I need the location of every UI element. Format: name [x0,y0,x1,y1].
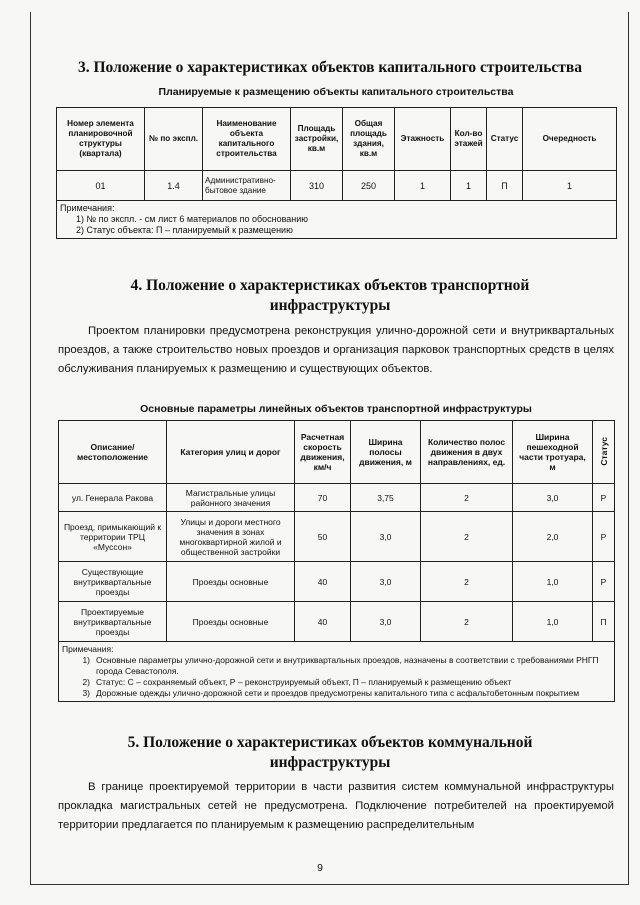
capital-construction-table [56,107,617,239]
col-header: Площадь застройки, кв.м [291,108,343,171]
table-row [59,512,615,562]
page-number: 9 [317,862,323,874]
table-row [59,562,615,602]
notes-cell [57,201,617,239]
table-cell: Существующие внутриквартальные проезды [59,562,167,602]
table-1-title: Планируемые к размещению объекты капитального строительства [158,86,514,98]
table-cell: Проектируемые внутриквартальные проезды [59,602,167,642]
section-5-title-line1: 5. Положение о характеристиках объектов коммунальной [127,734,533,751]
note-item: 2) Статус объекта: П – планируемый к размещению [76,225,293,235]
table-cell: 2 [421,562,513,602]
table-header-row [59,421,615,484]
notes-cell [59,642,615,702]
col-header: Очередность [523,108,617,171]
section-5-title-line2: инфраструктуры [269,754,391,771]
table-cell: П [487,171,523,201]
table-cell: Улицы и дороги местного значения в зонах многоквартирной жилой и общественной застройки [167,512,295,562]
section-4-paragraph: Проектом планировки предусмотрена реконструкция улично-дорожной сети и внутриквартальных проездов, а также строительство новых проездов и организация парковок транспортных средств в целях обслуживания планируемых к размещению и существующих объектов. [58,325,614,375]
note-item [62,677,611,688]
col-header: Кол-во этажей [451,108,487,171]
col-header: Наименование объекта капитального строительства [203,108,291,171]
table-cell: ул. Генерала Ракова [59,484,167,512]
table-cell: 1,0 [513,562,593,602]
table-cell: 310 [291,171,343,201]
table-row [59,602,615,642]
note-text: Основные параметры улично-дорожной сети и внутриквартальных проездов, назначены в соответствии с требованиями РНГП города Севастополя. [96,655,599,676]
table-cell: 2 [421,484,513,512]
table-cell: 1 [395,171,451,201]
section-3-title: 3. Положение о характеристиках объектов капитального строительства [77,59,583,76]
table-cell: Проезды основные [167,602,295,642]
table-cell: 3,75 [351,484,421,512]
table-cell: Р [593,484,615,512]
table-cell: 3,0 [513,484,593,512]
note-text: Статус: С – сохраняемый объект, Р – реконструируемый объект, П – планируемый к размещению объект [96,677,512,687]
col-header: Описание/ местоположение [59,421,167,484]
note-number: 1) [82,655,90,665]
table-2-title: Основные параметры линейных объектов транспортной инфраструктуры [140,403,532,415]
table-cell: 50 [295,512,351,562]
col-header: Ширина полосы движения, м [351,421,421,484]
table-cell: 01 [57,171,145,201]
table-cell: 3,0 [351,512,421,562]
table-cell: Административно-бытовое здание [203,171,291,201]
note-item [62,655,611,677]
table-cell: 3,0 [351,602,421,642]
col-header: Ширина пешеходной части тротуара, м [513,421,593,484]
table-cell: Проезды основные [167,562,295,602]
notes-label: Примечания: [62,644,114,654]
table-cell: 1 [523,171,617,201]
section-4-title-line2: инфраструктуры [269,297,391,314]
col-header: Категория улиц и дорог [167,421,295,484]
note-number: 2) [82,677,90,687]
table-cell: Магистральные улицы районного значения [167,484,295,512]
table-cell: 250 [343,171,395,201]
col-header: № по экспл. [145,108,203,171]
table-cell: 2 [421,602,513,642]
note-number: 3) [82,688,90,698]
table-row [57,171,617,201]
table-row [59,484,615,512]
col-header: Статус [487,108,523,171]
transport-parameters-table [58,420,615,702]
col-header: Количество полос движения в двух направлениях, ед. [421,421,513,484]
col-header: Номер элемента планировочной структуры (квартала) [57,108,145,171]
notes-row [57,201,617,239]
table-cell: 40 [295,562,351,602]
col-header: Общая площадь здания, кв.м [343,108,395,171]
note-item: 1) № по экспл. - см лист 6 материалов по обоснованию [76,214,309,224]
note-text: Дорожные одежды улично-дорожной сети и проездов предусмотрены капитального типа с асфальтобетонным покрытием [96,688,580,698]
table-cell: 2 [421,512,513,562]
table-cell: 3,0 [351,562,421,602]
table-cell: 70 [295,484,351,512]
section-4-title-line1: 4. Положение о характеристиках объектов транспортной [130,277,530,294]
table-cell: 2,0 [513,512,593,562]
col-header: Расчетная скорость движения, км/ч [295,421,351,484]
note-item [62,688,611,699]
notes-row [59,642,615,702]
table-cell: Р [593,562,615,602]
table-cell: 1.4 [145,171,203,201]
table-cell: 1 [451,171,487,201]
notes-label: Примечания: [60,203,115,213]
table-cell: П [593,602,615,642]
table-cell: Р [593,512,615,562]
status-header-text: Статус [598,436,609,466]
col-header-status [593,421,615,484]
table-cell: 40 [295,602,351,642]
table-header-row [57,108,617,171]
table-cell: Проезд, примыкающий к территории ТРЦ «Муссон» [59,512,167,562]
section-5-paragraph: В границе проектируемой территории в части развития систем коммунальной инфраструктуры прокладка магистральных сетей не предусмотрена. Подключение потребителей на проектируемой территории предлагается по планируемым к размещению распределительным [58,781,614,831]
col-header: Этажность [395,108,451,171]
table-cell: 1,0 [513,602,593,642]
